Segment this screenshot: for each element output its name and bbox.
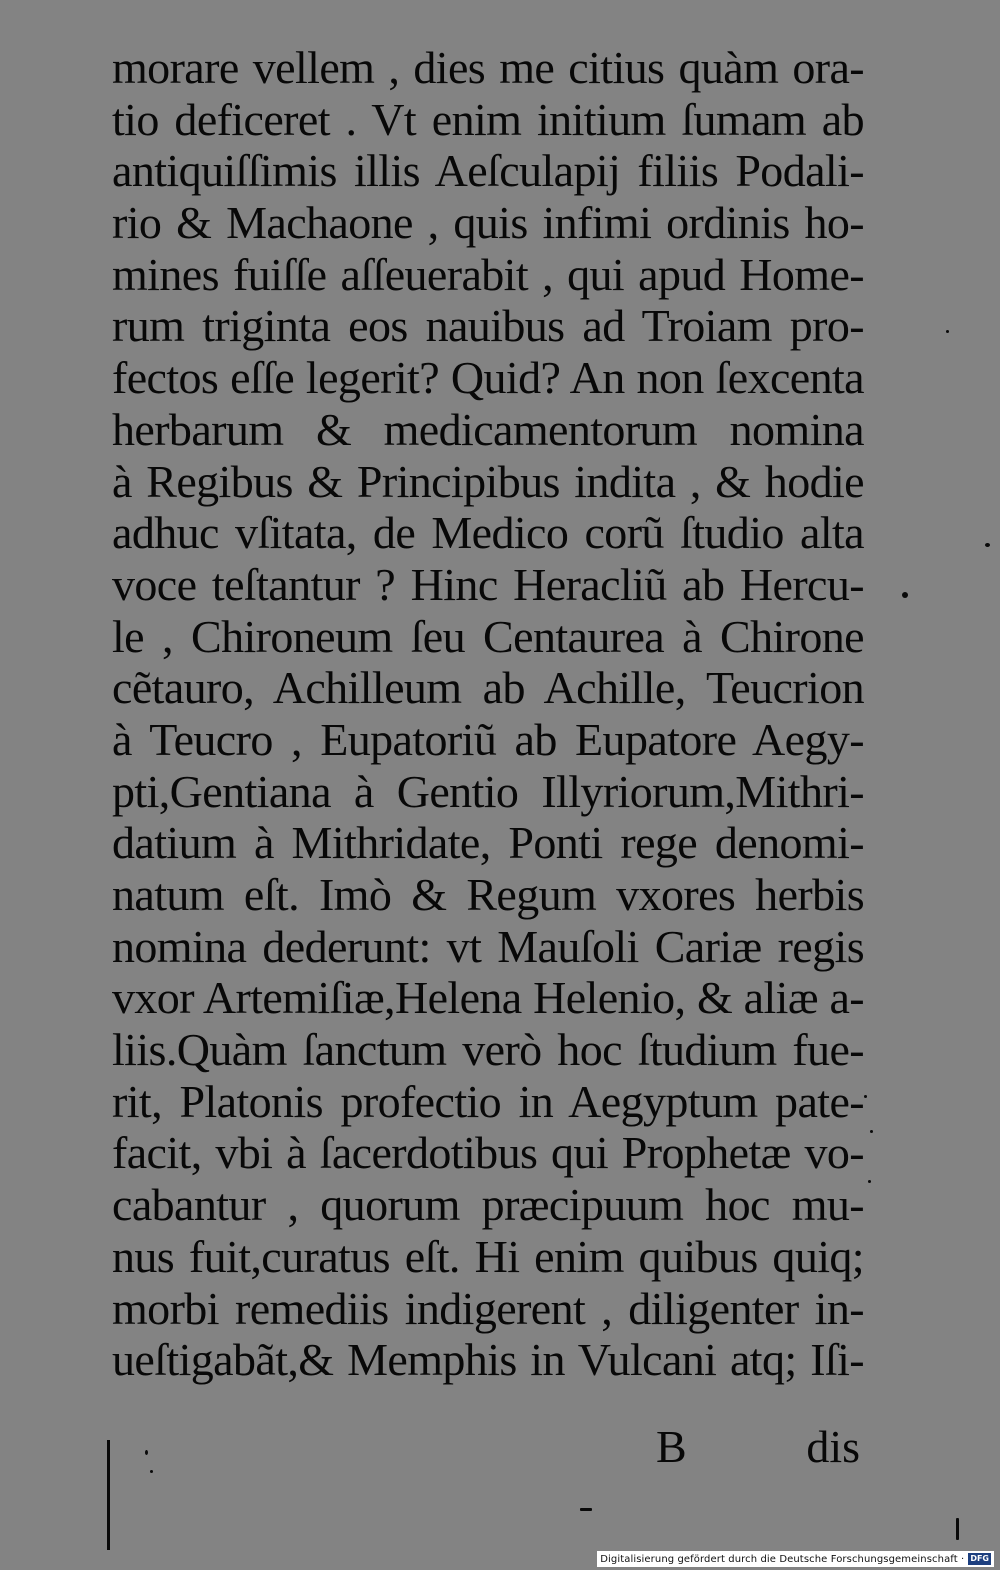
text-line: rum triginta eos nauibus ad Troiam pro- (112, 300, 864, 352)
text-line: cabantur , quorum præcipuum hoc mu- (112, 1179, 864, 1231)
text-line: nomina dederunt: vt Mauſoli Cariæ regis (112, 920, 864, 972)
signature-mark: B (656, 1421, 687, 1472)
digitization-credit (597, 1551, 994, 1567)
text-line: rio & Machaone , quis infimi ordinis ho- (112, 197, 864, 249)
text-line: morbi remediis indigerent , diligenter in- (112, 1282, 864, 1334)
text-line: vxor Artemiſiæ,Helena Helenio, & aliæ a- (112, 972, 864, 1024)
ink-speck (870, 1130, 873, 1133)
ink-speck (985, 543, 990, 547)
ink-speck (580, 1508, 592, 1511)
ink-speck (956, 1518, 959, 1540)
text-line: mines fuiſſe aſſeuerabit , qui apud Home- (112, 248, 864, 300)
text-line: herbarum & medicamentorum nomina (112, 403, 864, 455)
text-line: nus fuit,curatus eſt. Hi enim quibus quiq; (112, 1230, 864, 1282)
text-line: cẽtauro, Achilleum ab Achille, Teucrion (112, 662, 864, 714)
text-line: ueſtigabãt,& Memphis in Vulcani atq; Iſi- (112, 1334, 864, 1386)
text-line: à Teucro , Eupatoriũ ab Eupatore Aegy- (112, 713, 864, 765)
catchword: dis (806, 1421, 860, 1472)
ink-speck (864, 1095, 867, 1098)
text-line: adhuc vſitata, de Medico corũ ſtudio alta (112, 507, 864, 559)
text-line: voce teſtantur ? Hinc Heracliũ ab Hercu- (112, 558, 864, 610)
text-line: datium à Mithridate, Ponti rege denomi- (112, 817, 864, 869)
text-line: natum eſt. Imò & Regum vxores herbis (112, 869, 864, 920)
text-line: tio deficeret . Vt enim initium ſumam ab (112, 93, 864, 145)
body-text (112, 42, 864, 1386)
ink-speck (946, 330, 949, 333)
ink-speck (868, 1180, 871, 1183)
text-line: facit, vbi à ſacerdotibus qui Prophetæ vo- (112, 1127, 864, 1179)
text-line: liis.Quàm ſanctum verò hoc ſtudium fue- (112, 1024, 864, 1076)
text-line: le , Chironeum ſeu Centaurea à Chirone (112, 610, 864, 662)
text-line: morare vellem , dies me citius quàm ora- (112, 42, 864, 93)
text-line: à Regibus & Principibus indita , & hodie (112, 455, 864, 507)
dfg-logo: DFG (970, 1554, 989, 1563)
page-foot-line (112, 1420, 864, 1476)
credit-text: Digitalisierung gefördert durch die Deutsche Forschungsgemeinschaft · (600, 1553, 965, 1565)
text-line: antiquiſſimis illis Aeſculapij filiis Podali- (112, 145, 864, 197)
ink-speck (145, 1450, 148, 1455)
ink-speck (902, 592, 908, 598)
text-line: rit, Platonis profectio in Aegyptum pate- (112, 1075, 864, 1127)
text-line: pti,Gentiana à Gentio Illyriorum,Mithri- (112, 765, 864, 817)
text-line: fectos eſſe legerit? Quid? An non ſexcenta (112, 352, 864, 404)
gutter-shadow-line (107, 1440, 110, 1550)
ink-speck (150, 1470, 153, 1473)
